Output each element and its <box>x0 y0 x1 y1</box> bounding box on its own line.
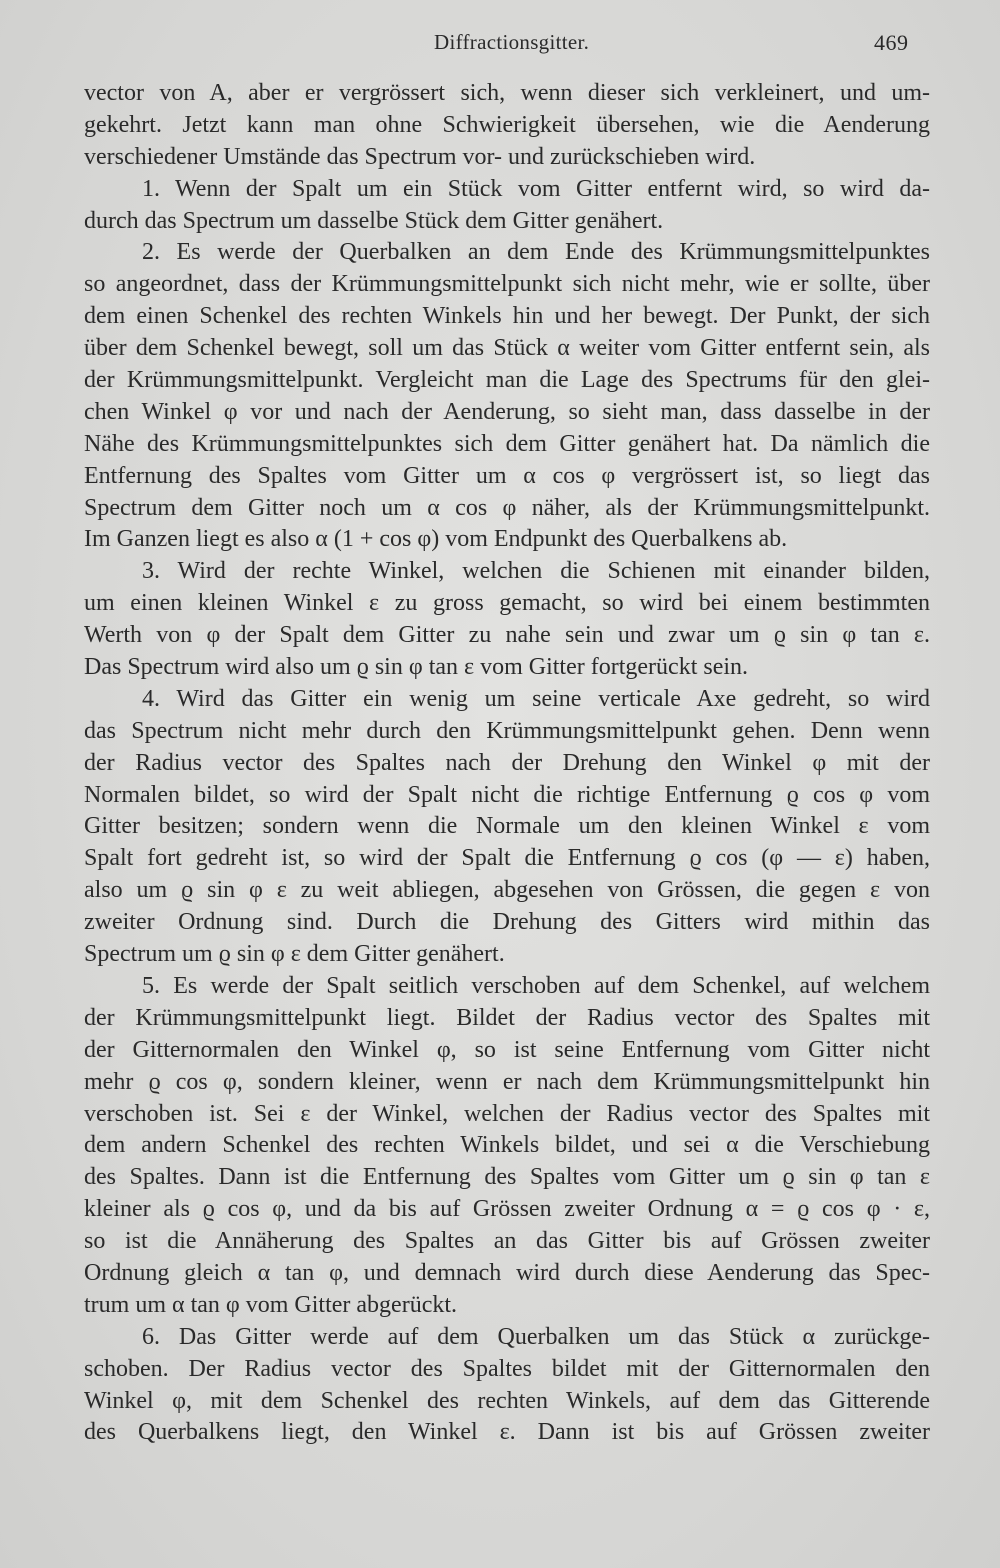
text-line: des Querbalkens liegt, den Winkel ε. Dann ist bis auf Grössen zweiter <box>84 1419 930 1446</box>
text-line: Normalen bildet, so wird der Spalt nicht die richtige Entfernung ϱ cos φ vom <box>84 781 930 808</box>
text-line: 3. Wird der rechte Winkel, welchen die Schienen mit einander bilden, <box>142 558 930 585</box>
text-line: 1. Wenn der Spalt um ein Stück vom Gitter entfernt wird, so wird da- <box>142 175 930 202</box>
text-line: das Spectrum nicht mehr durch den Krümmungsmittelpunkt gehen. Denn wenn <box>84 717 930 744</box>
text-line: Nähe des Krümmungsmittelpunktes sich dem Gitter genähert hat. Da nämlich die <box>84 430 930 457</box>
text-line: Gitter besitzen; sondern wenn die Normale um den kleinen Winkel ε vom <box>84 813 930 840</box>
text-line: verschiedener Umstände das Spectrum vor- und zurückschieben wird. <box>84 143 756 170</box>
text-line: Spectrum um ϱ sin φ ε dem Gitter genähert. <box>84 941 505 968</box>
text-line: vector von A, aber er vergrössert sich, wenn dieser sich verkleinert, und um- <box>84 80 930 106</box>
text-line: gekehrt. Jetzt kann man ohne Schwierigkeit übersehen, wie die Aenderung <box>84 111 930 138</box>
text-line: 5. Es werde der Spalt seitlich verschoben auf dem Schenkel, auf welchem <box>142 972 930 999</box>
text-line: Winkel φ, mit dem Schenkel des rechten Winkels, auf dem das Gitterende <box>84 1387 930 1414</box>
text-line: Das Spectrum wird also um ϱ sin φ tan ε vom Gitter fortgerückt sein. <box>84 654 749 681</box>
text-line: schoben. Der Radius vector des Spaltes bildet mit der Gitternormalen den <box>84 1355 930 1382</box>
running-title: Diffractionsgitter. <box>434 30 590 54</box>
text-line: zweiter Ordnung sind. Durch die Drehung des Gitters wird mithin das <box>84 909 930 936</box>
text-line: 6. Das Gitter werde auf dem Querbalken um das Stück α zurückge- <box>142 1323 930 1350</box>
text-line: verschoben ist. Sei ε der Winkel, welchen der Radius vector des Spaltes mit <box>84 1100 930 1127</box>
text-line: der Radius vector des Spaltes nach der Drehung den Winkel φ mit der <box>84 749 930 776</box>
text-line: chen Winkel φ vor und nach der Aenderung, so sieht man, dass dasselbe in der <box>84 398 930 425</box>
text-line: so ist die Annäherung des Spaltes an das Gitter bis auf Grössen zweiter <box>84 1228 930 1255</box>
text-line: durch das Spectrum um dasselbe Stück dem Gitter genähert. <box>84 207 664 234</box>
text-line: mehr ϱ cos φ, sondern kleiner, wenn er nach dem Krümmungsmittelpunkt hin <box>84 1068 930 1095</box>
text-line: 2. Es werde der Querbalken an dem Ende des Krümmungsmittelpunktes <box>142 239 930 266</box>
text-line: der Gitternormalen den Winkel φ, so ist seine Entfernung vom Gitter nicht <box>84 1036 930 1063</box>
page-number: 469 <box>874 30 909 55</box>
text-line: also um ϱ sin φ ε zu weit abliegen, abgesehen von Grössen, die gegen ε von <box>84 877 930 904</box>
text-line: Ordnung gleich α tan φ, und demnach wird durch diese Aenderung das Spec- <box>84 1259 930 1286</box>
text-line: Im Ganzen liegt es also α (1 + cos φ) vom Endpunkt des Querbalkens ab. <box>84 526 788 553</box>
page-header <box>0 30 1000 60</box>
text-line: 4. Wird das Gitter ein wenig um seine verticale Axe gedreht, so wird <box>142 685 930 712</box>
text-line: trum um α tan φ vom Gitter abgerückt. <box>84 1291 458 1318</box>
text-line: dem einen Schenkel des rechten Winkels hin und her bewegt. Der Punkt, der sich <box>84 303 930 330</box>
text-line: des Spaltes. Dann ist die Entfernung des Spaltes vom Gitter um ϱ sin φ tan ε <box>84 1164 930 1191</box>
text-line: der Krümmungsmittelpunkt liegt. Bildet der Radius vector des Spaltes mit <box>84 1004 930 1031</box>
body-text <box>84 78 930 1449</box>
text-line: so angeordnet, dass der Krümmungsmittelpunkt sich nicht mehr, wie er sollte, über <box>84 271 930 298</box>
text-line: um einen kleinen Winkel ε zu gross gemacht, so wird bei einem bestimmten <box>84 590 930 617</box>
text-line: kleiner als ϱ cos φ, und da bis auf Grössen zweiter Ordnung α = ϱ cos φ · ε, <box>84 1196 930 1223</box>
text-line: Werth von φ der Spalt dem Gitter zu nahe sein und zwar um ϱ sin φ tan ε. <box>84 622 930 649</box>
text-line: über dem Schenkel bewegt, soll um das Stück α weiter vom Gitter entfernt sein, als <box>84 335 930 362</box>
text-line: Spalt fort gedreht ist, so wird der Spalt die Entfernung ϱ cos (φ — ε) haben, <box>84 845 930 872</box>
text-line: Entfernung des Spaltes vom Gitter um α cos φ vergrössert ist, so liegt das <box>84 462 930 489</box>
text-line: Spectrum dem Gitter noch um α cos φ näher, als der Krümmungsmittelpunkt. <box>84 494 930 521</box>
text-line: der Krümmungsmittelpunkt. Vergleicht man die Lage des Spectrums für den glei- <box>84 367 930 394</box>
text-line: dem andern Schenkel des rechten Winkels bildet, und sei α die Verschiebung <box>84 1132 930 1159</box>
